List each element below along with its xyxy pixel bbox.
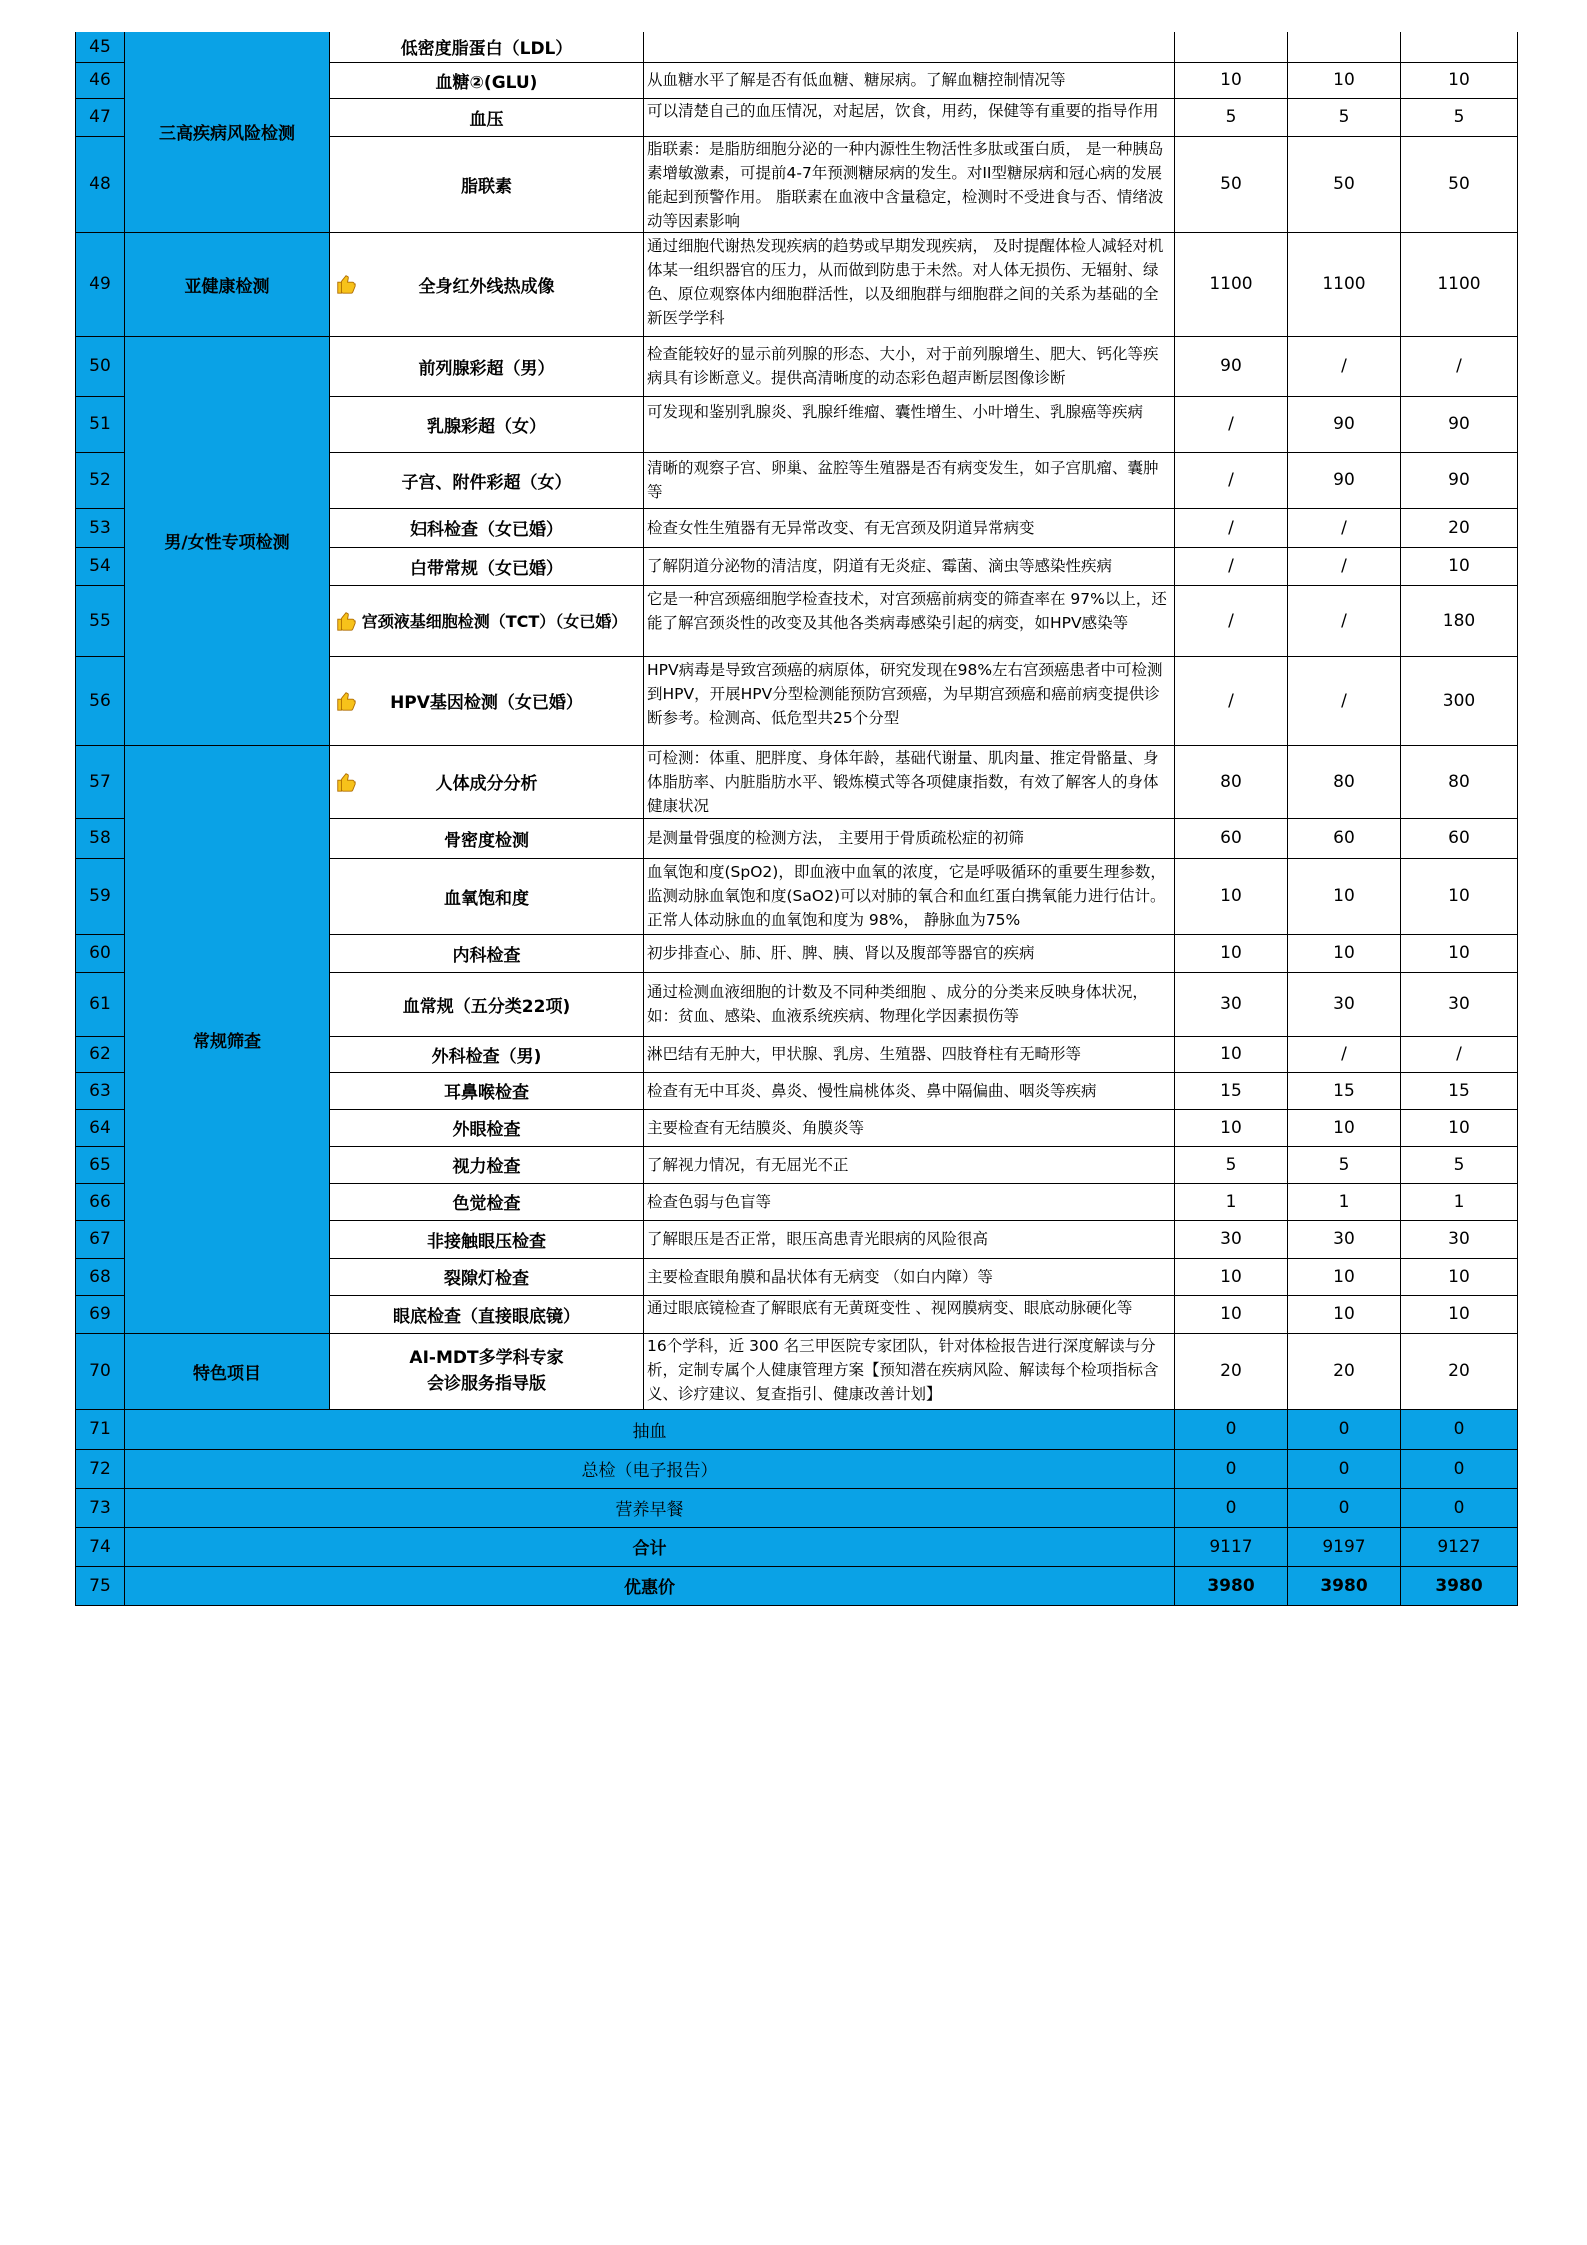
price-1: 90 <box>1175 336 1288 396</box>
price-1: 10 <box>1175 1109 1288 1146</box>
summary-row <box>76 1409 1518 1449</box>
price-1: 15 <box>1175 1072 1288 1109</box>
discount-row <box>76 1566 1518 1605</box>
item-name: 眼底检查（直接眼底镜） <box>330 1295 644 1333</box>
row-number: 75 <box>76 1566 125 1605</box>
item-name: 骨密度检测 <box>330 818 644 858</box>
row-number: 62 <box>76 1036 125 1072</box>
table-row <box>76 745 1518 818</box>
category-cell: 亚健康检测 <box>125 232 330 336</box>
summary-row <box>76 1449 1518 1488</box>
item-description: 是测量骨强度的检测方法， 主要用于骨质疏松症的初筛 <box>644 818 1175 858</box>
price-2: 10 <box>1288 1258 1401 1295</box>
item-name: 脂联素 <box>330 136 644 232</box>
row-number: 71 <box>76 1409 125 1449</box>
thumbs-up-icon <box>335 690 357 712</box>
price-2: / <box>1288 547 1401 585</box>
row-number: 65 <box>76 1146 125 1183</box>
price-3: 10 <box>1401 1109 1518 1146</box>
summary-row <box>76 1488 1518 1527</box>
price-2: 50 <box>1288 136 1401 232</box>
price-2: 10 <box>1288 1295 1401 1333</box>
price-1: 50 <box>1175 136 1288 232</box>
price-3: 10 <box>1401 1258 1518 1295</box>
price-3: 5 <box>1401 98 1518 136</box>
price-1: / <box>1175 585 1288 656</box>
item-name: 人体成分分析 <box>435 774 538 794</box>
price-3: 10 <box>1401 1295 1518 1333</box>
item-name: 宫颈液基细胞检测（TCT）（女已婚） <box>361 612 628 631</box>
price-1: 1100 <box>1175 232 1288 336</box>
row-number: 47 <box>76 98 125 136</box>
price-2: 10 <box>1288 62 1401 98</box>
total-row <box>76 1527 1518 1566</box>
price-1: 3980 <box>1175 1566 1288 1605</box>
row-number: 53 <box>76 508 125 547</box>
price-1: 0 <box>1175 1409 1288 1449</box>
item-name: 血压 <box>330 98 644 136</box>
row-number: 73 <box>76 1488 125 1527</box>
item-description: 它是一种宫颈癌细胞学检查技术，对宫颈癌前病变的筛查率在 97%以上，还能了解宫颈炎性的改变及其他各类病毒感染引起的病变，如HPV感染等 <box>647 589 1167 632</box>
thumbs-up-icon <box>335 273 357 295</box>
summary-label: 总检（电子报告） <box>125 1449 1175 1488</box>
item-description: 主要检查有无结膜炎、角膜炎等 <box>644 1109 1175 1146</box>
row-number: 74 <box>76 1527 125 1566</box>
table-row <box>76 1333 1518 1409</box>
price-3: 0 <box>1401 1488 1518 1527</box>
item-description: 检查有无中耳炎、鼻炎、慢性扁桃体炎、鼻中隔偏曲、咽炎等疾病 <box>644 1072 1175 1109</box>
row-number: 68 <box>76 1258 125 1295</box>
price-3: 300 <box>1401 656 1518 745</box>
exam-price-table <box>75 32 1518 1606</box>
price-3: 10 <box>1401 547 1518 585</box>
price-2 <box>1288 32 1401 62</box>
item-description: 初步排查心、肺、肝、脾、胰、肾以及腹部等器官的疾病 <box>644 934 1175 972</box>
item-description: 了解视力情况，有无屈光不正 <box>644 1146 1175 1183</box>
price-3: 3980 <box>1401 1566 1518 1605</box>
row-number: 61 <box>76 972 125 1036</box>
price-2: 10 <box>1288 858 1401 934</box>
price-3: 60 <box>1401 818 1518 858</box>
item-name: 色觉检查 <box>330 1183 644 1220</box>
price-2: / <box>1288 1036 1401 1072</box>
price-1: / <box>1175 547 1288 585</box>
price-3: 0 <box>1401 1449 1518 1488</box>
item-name: 裂隙灯检查 <box>330 1258 644 1295</box>
item-name: 血氧饱和度 <box>330 858 644 934</box>
item-name-line-2: 会诊服务指导版 <box>427 1374 546 1394</box>
row-number: 59 <box>76 858 125 934</box>
price-1: 30 <box>1175 1220 1288 1258</box>
category-cell: 三高疾病风险检测 <box>125 32 330 232</box>
item-description: 16个学科，近 300 名三甲医院专家团队，针对体检报告进行深度解读与分析，定制专属个人健康管理方案【预知潜在疾病风险、解读每个检项指标含义、诊疗建议、复查指引、健康改善计划】 <box>647 1337 1159 1403</box>
price-1 <box>1175 32 1288 62</box>
price-1: 30 <box>1175 972 1288 1036</box>
price-2: 90 <box>1288 452 1401 508</box>
price-3: 1100 <box>1401 232 1518 336</box>
category-cell: 常规筛查 <box>125 745 330 1333</box>
price-3 <box>1401 32 1518 62</box>
price-3: 90 <box>1401 396 1518 452</box>
price-1: 9117 <box>1175 1527 1288 1566</box>
price-1: 1 <box>1175 1183 1288 1220</box>
price-1: 20 <box>1175 1333 1288 1409</box>
price-1: 0 <box>1175 1488 1288 1527</box>
price-3: 10 <box>1401 62 1518 98</box>
item-name: 低密度脂蛋白（LDL） <box>330 32 644 62</box>
thumbs-up-icon <box>335 771 357 793</box>
item-name: 外科检查（男) <box>330 1036 644 1072</box>
row-number: 50 <box>76 336 125 396</box>
price-3: 20 <box>1401 1333 1518 1409</box>
price-1: 10 <box>1175 858 1288 934</box>
price-3: / <box>1401 1036 1518 1072</box>
category-cell: 特色项目 <box>125 1333 330 1409</box>
price-3: 0 <box>1401 1409 1518 1449</box>
item-name: 视力检查 <box>330 1146 644 1183</box>
item-name: 子宫、附件彩超（女） <box>330 452 644 508</box>
row-number: 55 <box>76 585 125 656</box>
row-number: 69 <box>76 1295 125 1333</box>
price-2: 15 <box>1288 1072 1401 1109</box>
price-1: 10 <box>1175 1258 1288 1295</box>
item-name: 耳鼻喉检查 <box>330 1072 644 1109</box>
price-2: / <box>1288 656 1401 745</box>
item-name: 乳腺彩超（女） <box>330 396 644 452</box>
price-2: 5 <box>1288 98 1401 136</box>
item-description: 可检测：体重、肥胖度、身体年龄，基础代谢量、肌肉量、推定骨骼量、身体脂肪率、内脏脂肪水平、锻炼模式等各项健康指数，有效了解客人的身体健康状况 <box>647 748 1159 815</box>
item-description: 可以清楚自己的血压情况，对起居，饮食，用药，保健等有重要的指导作用 <box>647 102 1159 120</box>
row-number: 48 <box>76 136 125 232</box>
item-description: 可发现和鉴别乳腺炎、乳腺纤维瘤、囊性增生、小叶增生、乳腺癌等疾病 <box>647 403 1144 421</box>
item-description: 通过检测血液细胞的计数及不同种类细胞 、成分的分类来反映身体状况，如：贫血、感染、血液系统疾病、物理化学因素损伤等 <box>647 983 1148 1025</box>
price-1: / <box>1175 396 1288 452</box>
price-2: 60 <box>1288 818 1401 858</box>
price-2: 0 <box>1288 1409 1401 1449</box>
price-2: 90 <box>1288 396 1401 452</box>
item-description: 检查女性生殖器有无异常改变、有无宫颈及阴道异常病变 <box>644 508 1175 547</box>
price-3: 90 <box>1401 452 1518 508</box>
item-name: 内科检查 <box>330 934 644 972</box>
table-row <box>76 32 1518 62</box>
category-cell: 男/女性专项检测 <box>125 336 330 745</box>
price-3: 80 <box>1401 745 1518 818</box>
thumbs-up-icon <box>335 610 357 632</box>
row-number: 60 <box>76 934 125 972</box>
price-3: 50 <box>1401 136 1518 232</box>
item-description: 检查色弱与色盲等 <box>644 1183 1175 1220</box>
item-description: 通过眼底镜检查了解眼底有无黄斑变性 、视网膜病变、眼底动脉硬化等 <box>647 1299 1133 1317</box>
price-1: 5 <box>1175 98 1288 136</box>
item-description: 脂联素：是脂肪细胞分泌的一种内源性生物活性多肽或蛋白质， 是一种胰岛素增敏激素，可提前4-7年预测糖尿病的发生。对II型糖尿病和冠心病的发展能起到预警作用。 脂联素在血液中含量稳定，检测时不受进食与否、情绪波动等因素影响 <box>647 140 1164 230</box>
price-3: 30 <box>1401 1220 1518 1258</box>
item-name: 血糖②(GLU) <box>330 62 644 98</box>
item-name: 前列腺彩超（男） <box>330 336 644 396</box>
summary-label: 营养早餐 <box>125 1488 1175 1527</box>
item-name-line-1: AI-MDT多学科专家 <box>409 1348 564 1368</box>
price-1: 0 <box>1175 1449 1288 1488</box>
total-label: 合计 <box>125 1527 1175 1566</box>
price-1: 10 <box>1175 1036 1288 1072</box>
price-2: 3980 <box>1288 1566 1401 1605</box>
price-3: 15 <box>1401 1072 1518 1109</box>
item-description <box>644 32 1175 62</box>
item-description: 了解阴道分泌物的清洁度，阴道有无炎症、霉菌、滴虫等感染性疾病 <box>644 547 1175 585</box>
item-description: 清晰的观察子宫、卵巢、盆腔等生殖器是否有病变发生，如子宫肌瘤、囊肿等 <box>647 459 1159 501</box>
item-description: 通过细胞代谢热发现疾病的趋势或早期发现疾病， 及时提醒体检人减轻对机体某一组织器官的压力，从而做到防患于未然。对人体无损伤、无辐射、绿色、原位观察体内细胞群活性，以及细胞群与细胞群之间的关系为基础的全新医学学科 <box>647 237 1164 327</box>
item-description: 主要检查眼角膜和晶状体有无病变 （如白内障）等 <box>644 1258 1175 1295</box>
row-number: 51 <box>76 396 125 452</box>
row-number: 66 <box>76 1183 125 1220</box>
price-3: 9127 <box>1401 1527 1518 1566</box>
price-2: 5 <box>1288 1146 1401 1183</box>
price-1: / <box>1175 508 1288 547</box>
price-1: 10 <box>1175 934 1288 972</box>
price-3: 30 <box>1401 972 1518 1036</box>
price-2: / <box>1288 585 1401 656</box>
item-name: 白带常规（女已婚） <box>330 547 644 585</box>
row-number: 67 <box>76 1220 125 1258</box>
table-row <box>76 232 1518 336</box>
price-1: 80 <box>1175 745 1288 818</box>
price-2: 10 <box>1288 934 1401 972</box>
price-2: 1 <box>1288 1183 1401 1220</box>
summary-label: 抽血 <box>125 1409 1175 1449</box>
item-description: HPV病毒是导致宫颈癌的病原体，研究发现在98%左右宫颈癌患者中可检测到HPV，开展HPV分型检测能预防宫颈癌，为早期宫颈癌和癌前病变提供诊断参考。检测高、低危型共25个分型 <box>647 660 1163 727</box>
item-description: 从血糖水平了解是否有低血糖、糖尿病。了解血糖控制情况等 <box>644 62 1175 98</box>
price-1: 10 <box>1175 62 1288 98</box>
price-1: 5 <box>1175 1146 1288 1183</box>
row-number: 70 <box>76 1333 125 1409</box>
item-name: 外眼检查 <box>330 1109 644 1146</box>
item-name: 全身红外线热成像 <box>418 276 555 297</box>
price-1: / <box>1175 656 1288 745</box>
discount-label: 优惠价 <box>125 1566 1175 1605</box>
price-2: / <box>1288 336 1401 396</box>
price-2: 80 <box>1288 745 1401 818</box>
row-number: 63 <box>76 1072 125 1109</box>
price-1: / <box>1175 452 1288 508</box>
row-number: 64 <box>76 1109 125 1146</box>
row-number: 49 <box>76 232 125 336</box>
row-number: 56 <box>76 656 125 745</box>
price-1: 10 <box>1175 1295 1288 1333</box>
row-number: 46 <box>76 62 125 98</box>
price-3: 10 <box>1401 934 1518 972</box>
item-name: 妇科检查（女已婚） <box>330 508 644 547</box>
price-3: 1 <box>1401 1183 1518 1220</box>
table-row <box>76 336 1518 396</box>
price-1: 60 <box>1175 818 1288 858</box>
price-2: / <box>1288 508 1401 547</box>
price-2: 9197 <box>1288 1527 1401 1566</box>
item-name: 血常规（五分类22项) <box>330 972 644 1036</box>
price-2: 20 <box>1288 1333 1401 1409</box>
item-description: 检查能较好的显示前列腺的形态、大小，对于前列腺增生、肥大、钙化等疾病具有诊断意义。提供高清晰度的动态彩色超声断层图像诊断 <box>647 345 1159 387</box>
row-number: 52 <box>76 452 125 508</box>
item-name: 非接触眼压检查 <box>330 1220 644 1258</box>
price-2: 10 <box>1288 1109 1401 1146</box>
item-description: 血氧饱和度(SpO2)，即血液中血氧的浓度，它是呼吸循环的重要生理参数，监测动脉血氧饱和度(SaO2)可以对肺的氧合和血红蛋白携氧能力进行估计。正常人体动脉血的血氧饱和度为 98%， 静脉血为75% <box>647 863 1166 929</box>
price-3: 10 <box>1401 858 1518 934</box>
price-2: 30 <box>1288 1220 1401 1258</box>
row-number: 45 <box>76 32 125 62</box>
price-3: / <box>1401 336 1518 396</box>
price-3: 20 <box>1401 508 1518 547</box>
row-number: 58 <box>76 818 125 858</box>
row-number: 54 <box>76 547 125 585</box>
price-2: 30 <box>1288 972 1401 1036</box>
price-3: 5 <box>1401 1146 1518 1183</box>
price-2: 1100 <box>1288 232 1401 336</box>
row-number: 57 <box>76 745 125 818</box>
row-number: 72 <box>76 1449 125 1488</box>
item-name: HPV基因检测（女已婚） <box>390 693 583 713</box>
price-2: 0 <box>1288 1449 1401 1488</box>
item-description: 了解眼压是否正常，眼压高患青光眼病的风险很高 <box>644 1220 1175 1258</box>
price-3: 180 <box>1401 585 1518 656</box>
price-2: 0 <box>1288 1488 1401 1527</box>
item-description: 淋巴结有无肿大，甲状腺、乳房、生殖器、四肢脊柱有无畸形等 <box>644 1036 1175 1072</box>
